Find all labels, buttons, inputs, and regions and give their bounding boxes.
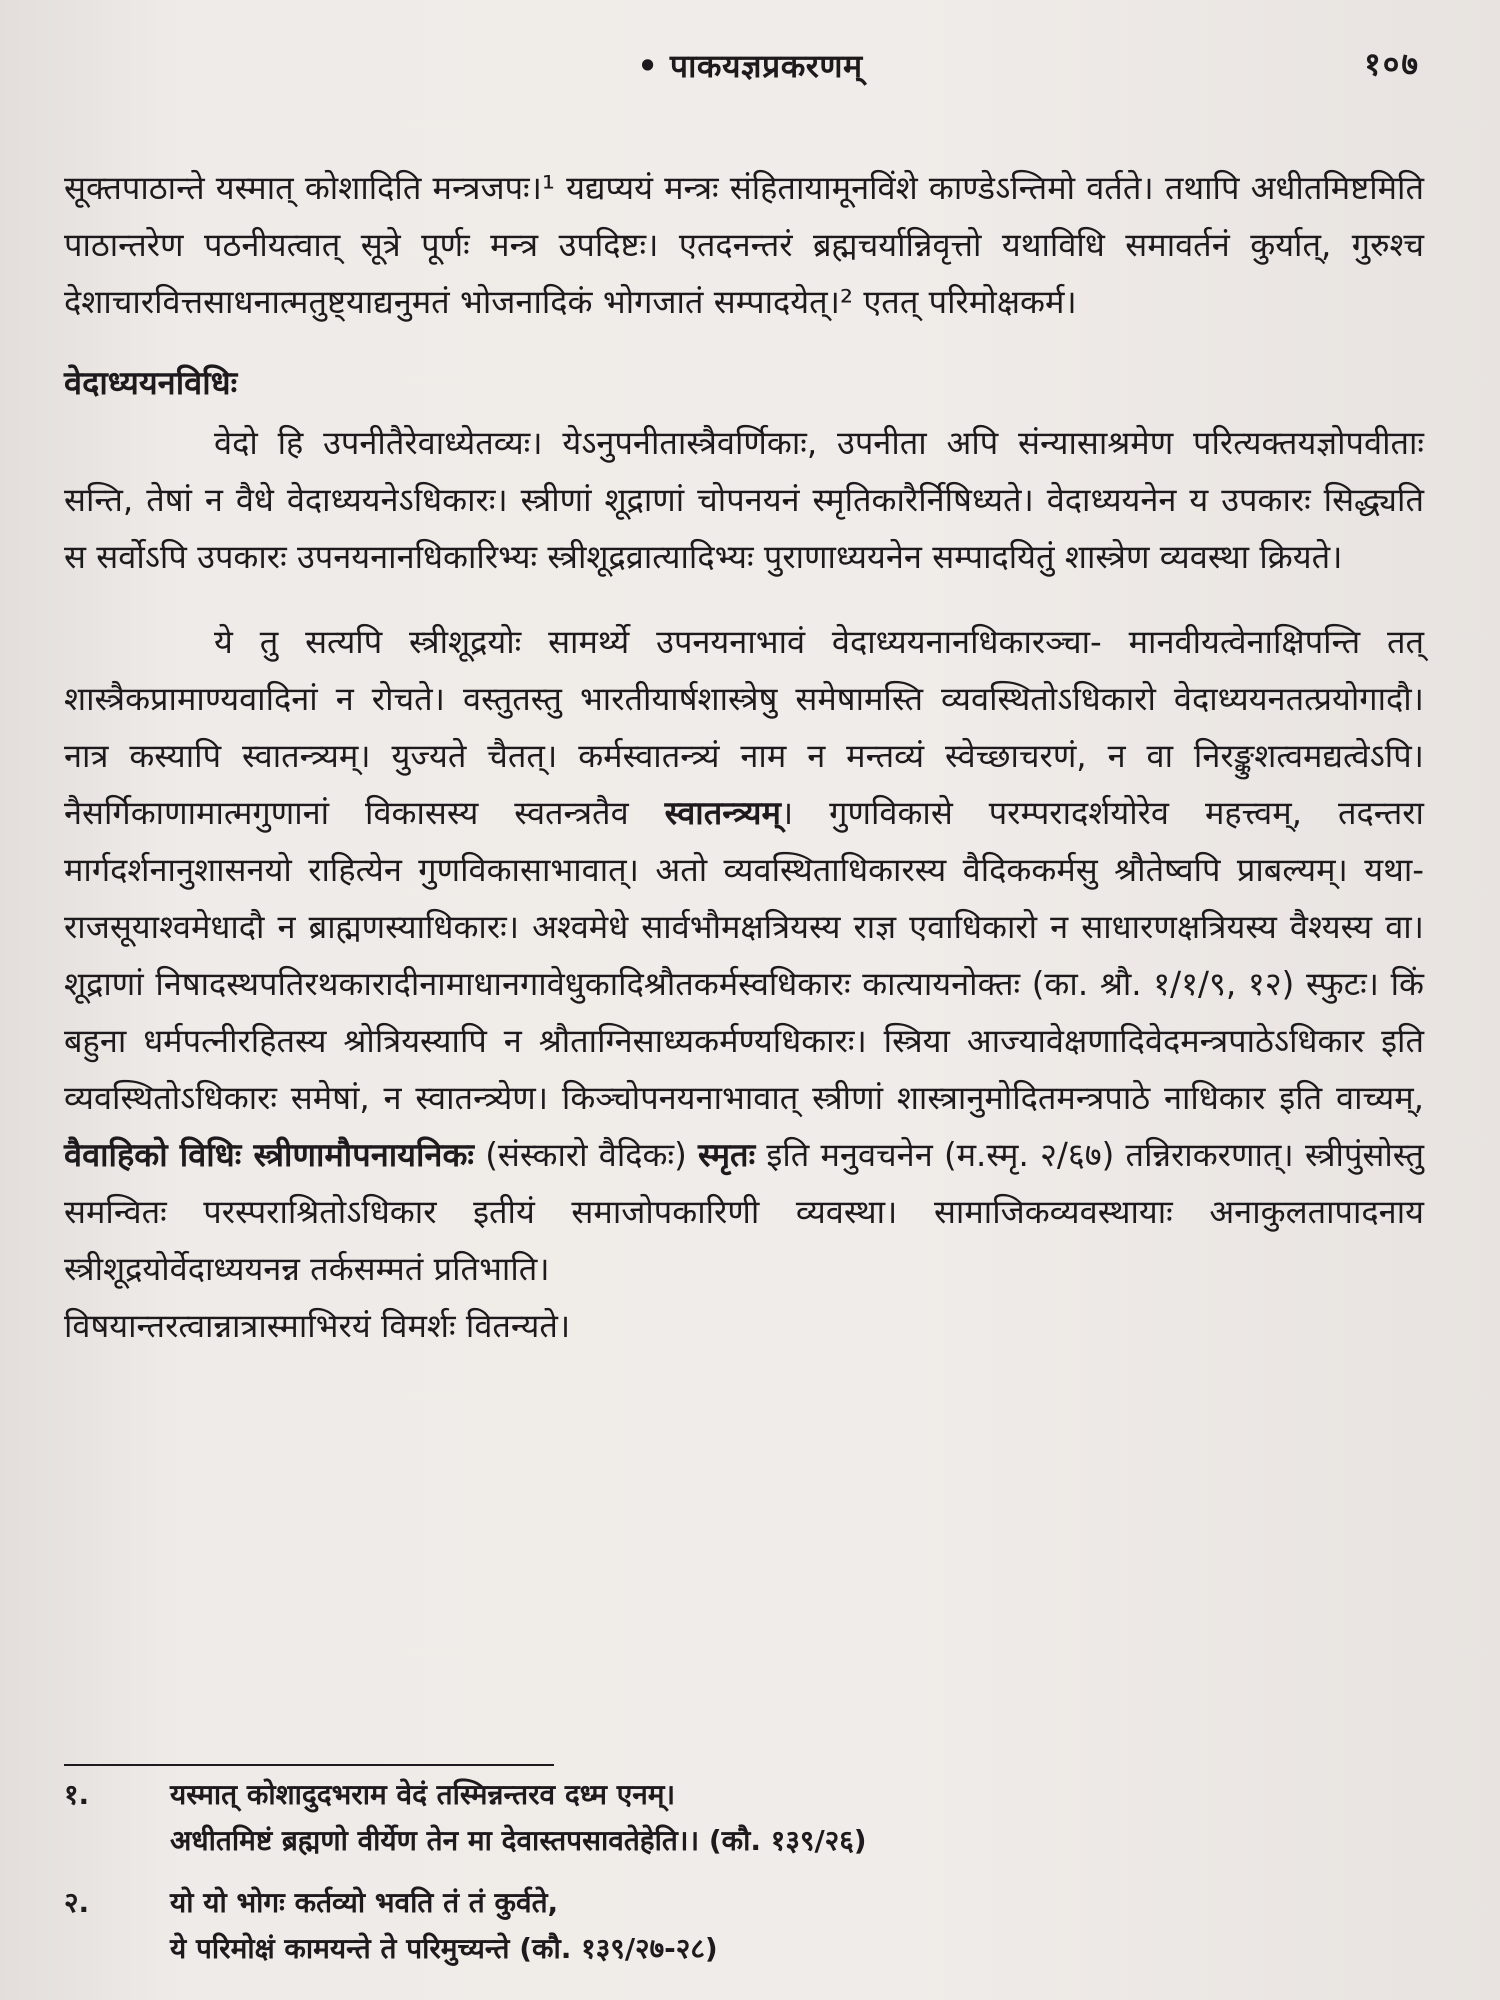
footnote-number: १. bbox=[64, 1778, 90, 1811]
footnote-number: २. bbox=[64, 1886, 90, 1919]
bold-term-smritah: स्मृतः bbox=[697, 1136, 756, 1174]
section-heading: वेदाध्ययनविधिः bbox=[64, 364, 238, 402]
footnote-line: यस्मात् कोशादुदभराम वेदं तस्मिन्नन्तरव दध्म एनम्। bbox=[170, 1778, 676, 1811]
footnote-line: ये परिमोक्षं कामयन्ते ते परिमुच्यन्ते (कौ. १३९/२७-२८) bbox=[170, 1932, 718, 1965]
footnote-line: अधीतमिष्टं ब्रह्मणो वीर्येण तेन मा देवास्तपसावतेहेति।। (कौ. १३९/२६) bbox=[170, 1824, 867, 1857]
footnote-divider bbox=[64, 1764, 554, 1766]
footnotes bbox=[64, 1772, 1424, 1988]
paragraph-3-text-c: (संस्कारो वैदिकः) bbox=[485, 1136, 687, 1174]
footnote-2 bbox=[64, 1880, 1424, 1972]
paragraph-3-text-d: इति मनुवचनेन (म.स्मृ. २/६७) तन्निराकरणात्। स्त्रीपुंसोस्तु समन्वितः परस्पराश्रितोऽधिकार इतीयं समाजोपकारिणी व्यवस्था। सामाजिकव्यवस्थायाः अनाकुलतापादनाय स्त्रीशूद्रयोर्वेदाध्ययनन्न तर्कसम्मतं प्रतिभाति। bbox=[64, 1136, 1424, 1288]
footnote-text bbox=[170, 1772, 1424, 1864]
paragraph-gap bbox=[64, 586, 1424, 614]
paragraph-3-text-b: । गुणविकासे परम्परादर्शयोरेव महत्त्वम्, तदन्तरा मार्गदर्शनानुशासनयो राहित्येन गुणविकासाभावात्। अतो व्यवस्थिताधिकारस्य वैदिककर्मसु श्रौतेष्वपि प्राबल्यम्। यथा- राजसूयाश्वमेधादौ न ब्राह्मणस्याधिकारः। अश्वमेधे सार्वभौमक्षत्रियस्य राज्ञ एवाधिकारो न साधारणक्षत्रियस्य वैश्यस्य वा। शूद्राणां निषादस्थपतिरथकारादीनामाधानगावेधुकादिश्रौतकर्मस्वधिकारः कात्यायनोक्तः (का. श्रौ. १/१/९, १२) स्फुटः। किं बहुना धर्मपत्नीरहितस्य श्रोत्रियस्यापि न श्रौताग्निसाध्यकर्मण्यधिकारः। स्त्रिया आज्यावेक्षणादिवेदमन्त्रपाठेऽधिकार इति व्यवस्थितोऽधिकारः समेषां, न स्वातन्त्र्येण। किञ्चोपनयनाभावात् स्त्रीणां शास्त्रानुमोदितमन्त्रपाठे नाधिकार इति वाच्यम्, bbox=[64, 794, 1424, 1117]
page-number: १०७ bbox=[1364, 45, 1420, 83]
page-body bbox=[64, 160, 1424, 1355]
footnote-text bbox=[170, 1880, 1424, 1972]
paragraph-3-last-line: विषयान्तरत्वान्नात्रास्माभिरयं विमर्शः वितन्यते। bbox=[64, 1307, 571, 1345]
paragraph-3 bbox=[64, 614, 1424, 1298]
paragraph-2: वेदो हि उपनीतैरेवाध्येतव्यः। येऽनुपनीतास्त्रैवर्णिकाः, उपनीता अपि संन्यासाश्रमेण परित्यक्तयज्ञोपवीताः सन्ति, तेषां न वैधे वेदाध्ययनेऽधिकारः। स्त्रीणां शूद्राणां चोपनयनं स्मृतिकारैर्निषिध्यते। वेदाध्ययनेन य उपकारः सिद्ध्यति स सर्वोऽपि उपकारः उपनयनानधिकारिभ्यः स्त्रीशूद्रव्रात्यादिभ्यः पुराणाध्ययनेन सम्पादयितुं शास्त्रेण व्यवस्था क्रियते। bbox=[64, 424, 1424, 576]
bold-term-svatantryam: स्वातन्त्र्यम् bbox=[664, 794, 781, 832]
paragraph-1: सूक्तपाठान्ते यस्मात् कोशादिति मन्त्रजपः।¹ यद्यप्ययं मन्त्रः संहितायामूनविंशे काण्डेऽन्तिमो वर्तते। तथापि अधीतमिष्टमिति पाठान्तरेण पठनीयत्वात् सूत्रे पूर्णः मन्त्र उपदिष्टः। एतदनन्तरं ब्रह्मचर्यान्निवृत्तो यथाविधि समावर्तनं कुर्यात्, गुरुश्च देशाचारवित्तसाधनात्मतुष्ट्याद्यनुमतं भोजनादिकं भोगजातं सम्पादयेत्।² एतत् परिमोक्षकर्म। bbox=[64, 169, 1424, 321]
paragraph-3-text-a: ये तु सत्यपि स्त्रीशूद्रयोः सामर्थ्ये उपनयनाभावं वेदाध्ययनानधिकारञ्चा- मानवीयत्वेनाक्षिपन्ति तत् शास्त्रैकप्रामाण्यवादिनां न रोचते। वस्तुतस्तु भारतीयार्षशास्त्रेषु समेषामस्ति व्यवस्थितोऽधिकारो वेदाध्ययनतत्प्रयोगादौ। नात्र कस्यापि स्वातन्त्र्यम्। युज्यते चैतत्। कर्मस्वातन्त्र्यं नाम न मन्तव्यं स्वेच्छाचरणं, न वा निरङ्कुशत्वमद्यत्वेऽपि। नैसर्गिकाणामात्मगुणानां विकासस्य स्वतन्त्रतैव bbox=[64, 623, 1424, 832]
running-title: • पाकयज्ञप्रकरणम् bbox=[637, 47, 863, 85]
footnote-1 bbox=[64, 1772, 1424, 1864]
footnote-line: यो यो भोगः कर्तव्यो भवति तं तं कुर्वते, bbox=[170, 1886, 559, 1919]
page-header bbox=[0, 38, 1500, 98]
bold-quote-vaivahiko: वैवाहिको विधिः स्त्रीणामौपनायनिकः bbox=[64, 1136, 474, 1174]
